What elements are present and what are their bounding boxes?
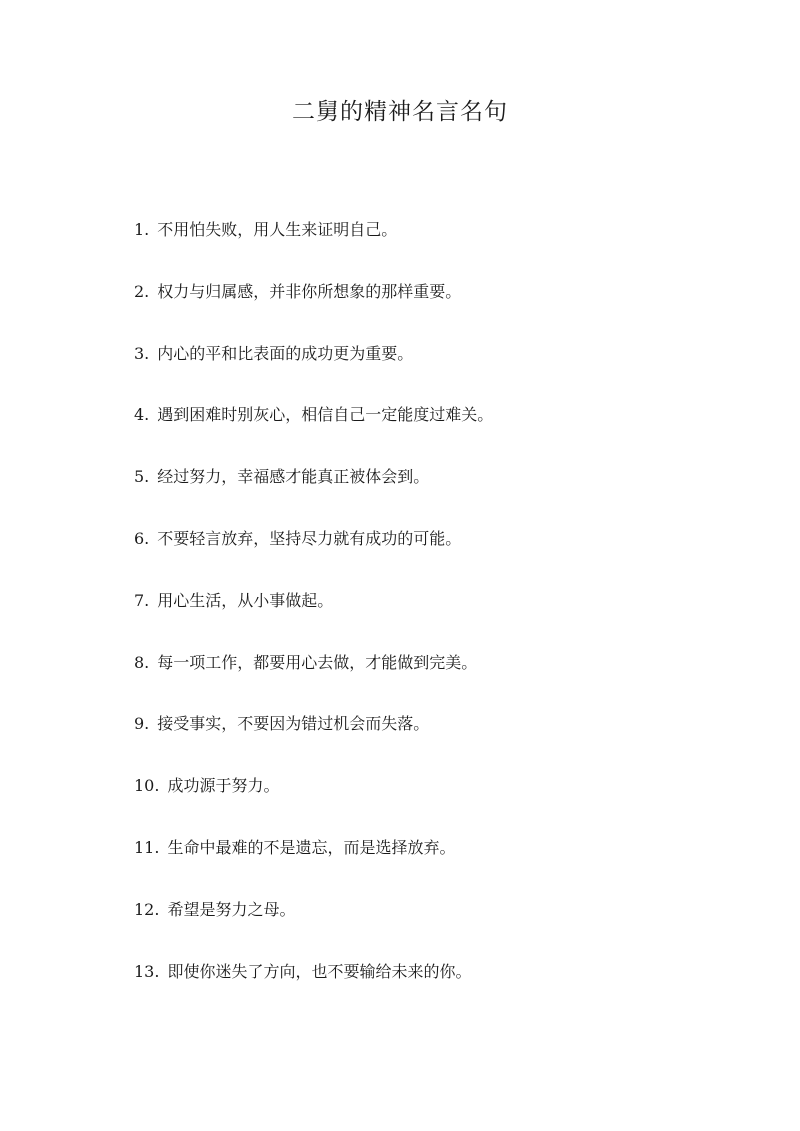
list-item-text: 希望是努力之母。 <box>167 899 296 919</box>
list-item-number: 5. <box>134 467 150 487</box>
list-item-number: 12. <box>134 899 160 919</box>
list-item-number: 7. <box>134 590 150 610</box>
list-item-number: 11. <box>134 837 160 857</box>
list-item <box>134 952 493 1014</box>
list-item-number: 13. <box>134 961 160 981</box>
list-item-text: 生命中最难的不是遗忘，而是选择放弃。 <box>167 837 456 857</box>
list-item-number: 2. <box>134 281 150 301</box>
list-item-text: 遇到困难时别灰心，相信自己一定能度过难关。 <box>157 405 494 425</box>
list-item <box>134 519 493 581</box>
list-item <box>134 395 493 457</box>
list-item-number: 10. <box>134 776 160 796</box>
list-item <box>134 334 493 396</box>
list-item-text: 接受事实，不要因为错过机会而失落。 <box>157 714 430 734</box>
list-item-number: 9. <box>134 714 150 734</box>
list-item-text: 内心的平和比表面的成功更为重要。 <box>157 343 414 363</box>
list-item <box>134 828 493 890</box>
list-item-number: 3. <box>134 343 150 363</box>
list-item <box>134 581 493 643</box>
list-item-text: 即使你迷失了方向，也不要输给未来的你。 <box>167 961 472 981</box>
list-item-text: 每一项工作，都要用心去做，才能做到完美。 <box>157 652 478 672</box>
list-item-number: 1. <box>134 220 150 239</box>
list-item-text: 用心生活，从小事做起。 <box>157 590 334 610</box>
list-item-text: 权力与归属感，并非你所想象的那样重要。 <box>157 281 462 301</box>
list-item-number: 8. <box>134 652 150 672</box>
list-item-text: 不用怕失败，用人生来证明自己。 <box>157 220 398 239</box>
list-item <box>134 272 493 334</box>
list-item <box>134 457 493 519</box>
list-item-text: 成功源于努力。 <box>167 776 280 796</box>
page-title: 二舅的精神名言名句 <box>292 99 508 125</box>
list-item <box>134 890 493 952</box>
list-item <box>134 766 493 828</box>
list-item <box>134 210 493 272</box>
list-item-number: 4. <box>134 405 150 425</box>
list-item-number: 6. <box>134 528 150 548</box>
list-item-text: 经过努力，幸福感才能真正被体会到。 <box>157 467 430 487</box>
list-item-text: 不要轻言放弃，坚持尽力就有成功的可能。 <box>157 528 462 548</box>
quote-list <box>134 210 493 1013</box>
list-item <box>134 704 493 766</box>
list-item <box>134 643 493 705</box>
